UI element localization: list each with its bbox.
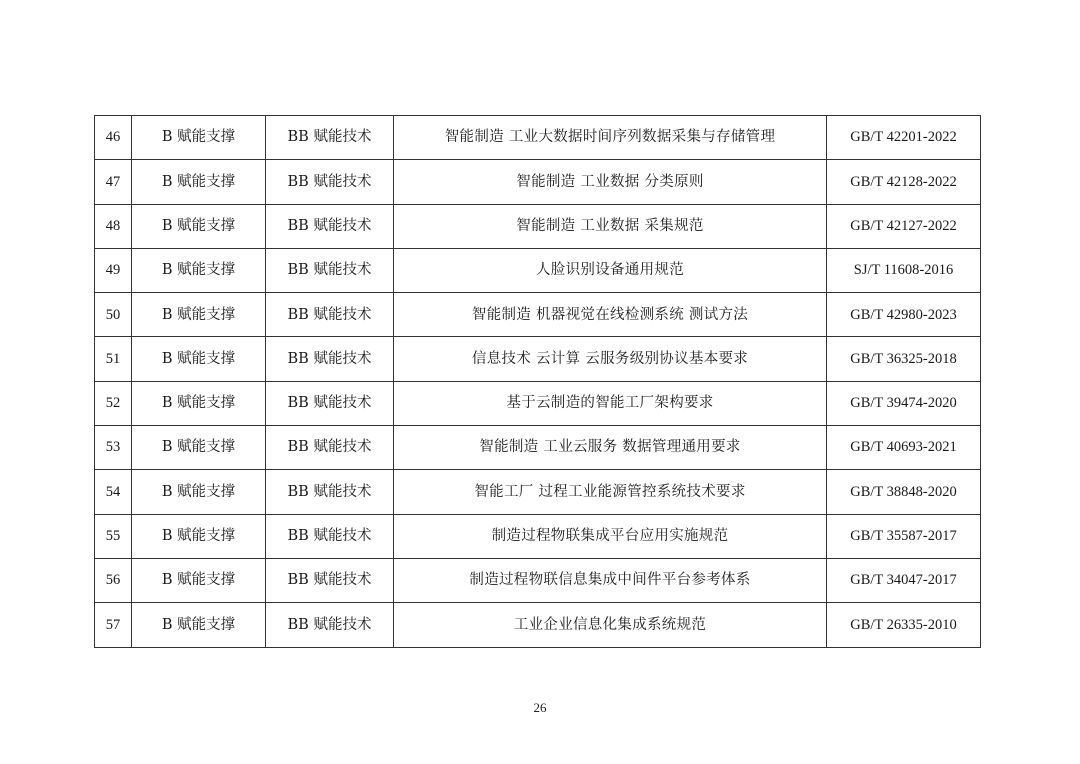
page-number: 26 (533, 700, 547, 715)
standard-name-cell: 制造过程物联集成平台应用实施规范 (394, 514, 827, 558)
standard-name-cell: 工业企业信息化集成系统规范 (394, 603, 827, 647)
table-row (95, 293, 981, 337)
standard-name-cell: 人脸识别设备通用规范 (394, 248, 827, 292)
category-cell: B 赋能支撑 (132, 514, 266, 558)
table-row (95, 558, 981, 602)
category-cell: B 赋能支撑 (132, 558, 266, 602)
subcategory-cell: BB 赋能技术 (266, 381, 394, 425)
category-cell: B 赋能支撑 (132, 160, 266, 204)
standard-code-cell: GB/T 36325-2018 (827, 337, 981, 381)
standard-code-cell: GB/T 42128-2022 (827, 160, 981, 204)
table-row (95, 603, 981, 647)
category-cell: B 赋能支撑 (132, 603, 266, 647)
row-number-cell: 49 (95, 248, 132, 292)
table-row (95, 160, 981, 204)
standard-name-cell: 信息技术 云计算 云服务级别协议基本要求 (394, 337, 827, 381)
table-row (95, 514, 981, 558)
subcategory-cell: BB 赋能技术 (266, 558, 394, 602)
standard-name-cell: 智能制造 机器视觉在线检测系统 测试方法 (394, 293, 827, 337)
subcategory-cell: BB 赋能技术 (266, 116, 394, 160)
row-number-cell: 54 (95, 470, 132, 514)
standard-name-cell: 制造过程物联信息集成中间件平台参考体系 (394, 558, 827, 602)
table-row (95, 381, 981, 425)
table-row (95, 116, 981, 160)
category-cell: B 赋能支撑 (132, 337, 266, 381)
table-row (95, 337, 981, 381)
subcategory-cell: BB 赋能技术 (266, 160, 394, 204)
subcategory-cell: BB 赋能技术 (266, 293, 394, 337)
row-number-cell: 51 (95, 337, 132, 381)
table-row (95, 248, 981, 292)
category-cell: B 赋能支撑 (132, 293, 266, 337)
subcategory-cell: BB 赋能技术 (266, 337, 394, 381)
table-row (95, 204, 981, 248)
standard-code-cell: GB/T 26335-2010 (827, 603, 981, 647)
category-cell: B 赋能支撑 (132, 204, 266, 248)
row-number-cell: 47 (95, 160, 132, 204)
standards-table (94, 115, 981, 648)
table-row (95, 470, 981, 514)
row-number-cell: 53 (95, 426, 132, 470)
row-number-cell: 50 (95, 293, 132, 337)
table-body (95, 116, 981, 648)
row-number-cell: 55 (95, 514, 132, 558)
subcategory-cell: BB 赋能技术 (266, 514, 394, 558)
category-cell: B 赋能支撑 (132, 381, 266, 425)
subcategory-cell: BB 赋能技术 (266, 426, 394, 470)
standard-code-cell: GB/T 42980-2023 (827, 293, 981, 337)
table-row (95, 426, 981, 470)
standard-name-cell: 基于云制造的智能工厂架构要求 (394, 381, 827, 425)
category-cell: B 赋能支撑 (132, 116, 266, 160)
subcategory-cell: BB 赋能技术 (266, 204, 394, 248)
standard-code-cell: GB/T 34047-2017 (827, 558, 981, 602)
row-number-cell: 46 (95, 116, 132, 160)
subcategory-cell: BB 赋能技术 (266, 603, 394, 647)
row-number-cell: 56 (95, 558, 132, 602)
row-number-cell: 48 (95, 204, 132, 248)
standard-name-cell: 智能制造 工业数据 采集规范 (394, 204, 827, 248)
standard-code-cell: GB/T 40693-2021 (827, 426, 981, 470)
standard-code-cell: SJ/T 11608-2016 (827, 248, 981, 292)
row-number-cell: 57 (95, 603, 132, 647)
standard-code-cell: GB/T 39474-2020 (827, 381, 981, 425)
standard-code-cell: GB/T 42201-2022 (827, 116, 981, 160)
subcategory-cell: BB 赋能技术 (266, 470, 394, 514)
standard-code-cell: GB/T 42127-2022 (827, 204, 981, 248)
standard-name-cell: 智能制造 工业云服务 数据管理通用要求 (394, 426, 827, 470)
subcategory-cell: BB 赋能技术 (266, 248, 394, 292)
standard-name-cell: 智能工厂 过程工业能源管控系统技术要求 (394, 470, 827, 514)
category-cell: B 赋能支撑 (132, 248, 266, 292)
standard-code-cell: GB/T 35587-2017 (827, 514, 981, 558)
standard-name-cell: 智能制造 工业数据 分类原则 (394, 160, 827, 204)
standard-code-cell: GB/T 38848-2020 (827, 470, 981, 514)
row-number-cell: 52 (95, 381, 132, 425)
category-cell: B 赋能支撑 (132, 426, 266, 470)
standard-name-cell: 智能制造 工业大数据时间序列数据采集与存储管理 (394, 116, 827, 160)
category-cell: B 赋能支撑 (132, 470, 266, 514)
